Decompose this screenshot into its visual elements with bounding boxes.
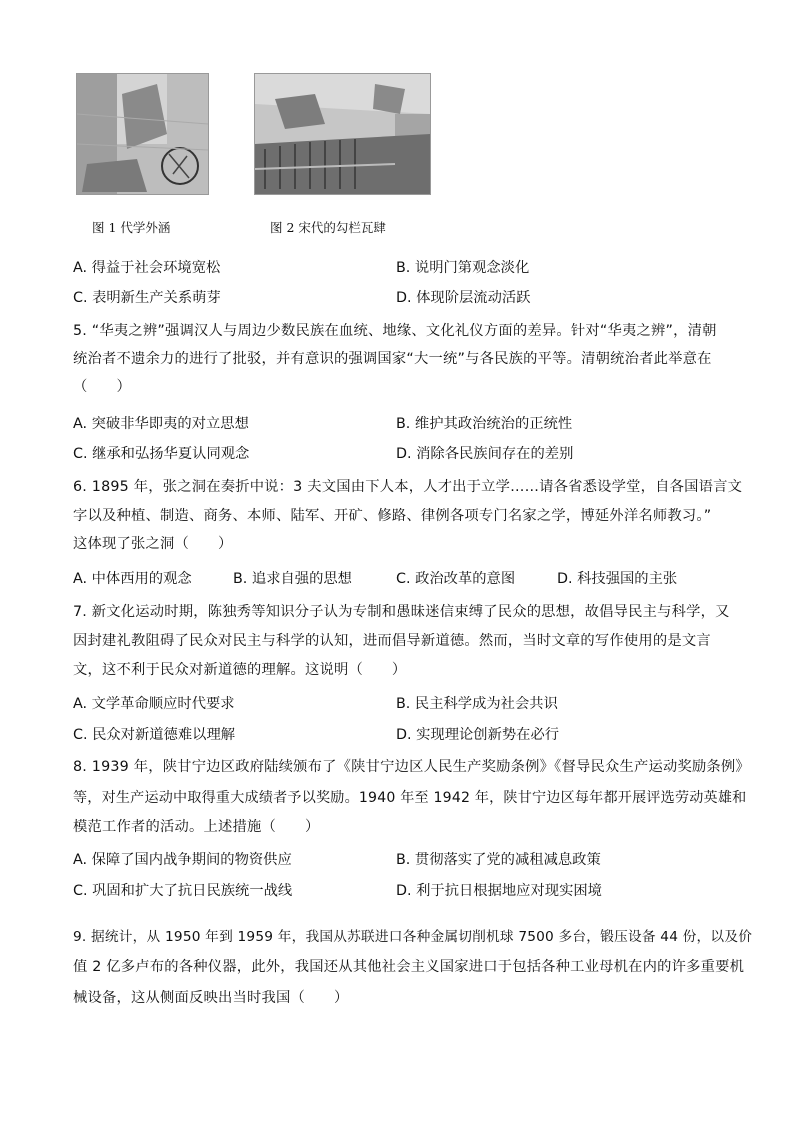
q7-option-b[interactable]: B. 民主科学成为社会共识 <box>396 696 558 712</box>
q7-stem-line-3: 文，这不利于民众对新道德的理解。这说明（ ） <box>73 662 407 678</box>
q7-stem-line-2: 因封建礼教阻碍了民众对民主与科学的认知，进而倡导新道德。然而，当时文章的写作使用的是文言 <box>73 633 711 649</box>
q8-option-a[interactable]: A. 保障了国内战争期间的物资供应 <box>73 852 292 868</box>
q5-stem-line-3: （ ） <box>73 379 131 395</box>
figure-2-image <box>254 73 431 195</box>
q5-stem-line-1: 5. “华夷之辨”强调汉人与周边少数民族在血统、地缘、文化礼仪方面的差异。针对“华夷之辨”，清朝 <box>73 323 717 339</box>
figure-2-caption: 图 2 宋代的勾栏瓦肆 <box>270 220 386 235</box>
q8-option-b[interactable]: B. 贯彻落实了党的减租减息政策 <box>396 852 601 868</box>
q5-stem-line-2: 统治者不遗余力的进行了批驳，并有意识的强调国家“大一统”与各民族的平等。清朝统治者此举意在 <box>73 351 712 367</box>
q5-option-d[interactable]: D. 消除各民族间存在的差别 <box>396 446 574 462</box>
q9-stem-line-2: 值 2 亿多卢布的各种仪器，此外，我国还从其他社会主义国家进口于包括各种工业母机在内的许多重要机 <box>73 959 745 975</box>
q9-stem-line-1: 9. 据统计，从 1950 年到 1959 年，我国从苏联进口各种金属切削机球 7500 多台，锻压设备 44 份，以及价 <box>73 929 753 945</box>
q6-option-b[interactable]: B. 追求自强的思想 <box>233 571 352 587</box>
q8-stem-line-2: 等，对生产运动中取得重大成绩者予以奖励。1940 年至 1942 年，陕甘宁边区每年都开展评选劳动英雄和 <box>73 790 747 806</box>
q7-option-c[interactable]: C. 民众对新道德难以理解 <box>73 727 236 743</box>
q7-option-a[interactable]: A. 文学革命顺应时代要求 <box>73 696 235 712</box>
q5-option-c[interactable]: C. 继承和弘扬华夏认同观念 <box>73 446 250 462</box>
q4-option-d[interactable]: D. 体现阶层流动活跃 <box>396 290 531 306</box>
q4-option-b[interactable]: B. 说明门第观念淡化 <box>396 260 530 276</box>
figure-1-image <box>76 73 209 195</box>
q9-stem-line-3: 械设备，这从侧面反映出当时我国（ ） <box>73 990 349 1006</box>
q5-option-b[interactable]: B. 维护其政治统治的正统性 <box>396 416 573 432</box>
q6-stem-line-1: 6. 1895 年，张之洞在奏折中说：3 夫文国由下人本，人才出于立学……请各省悉设学堂，自各国语言文 <box>73 479 743 495</box>
q6-stem-line-3: 这体现了张之洞（ ） <box>73 536 233 552</box>
q7-option-d[interactable]: D. 实现理论创新势在必行 <box>396 727 560 743</box>
figure-1-caption: 图 1 代学外涵 <box>92 220 171 235</box>
q4-option-a[interactable]: A. 得益于社会环境宽松 <box>73 260 221 276</box>
q6-option-d[interactable]: D. 科技强国的主张 <box>557 571 678 587</box>
q6-option-c[interactable]: C. 政治改革的意图 <box>396 571 516 587</box>
q6-option-a[interactable]: A. 中体西用的观念 <box>73 571 192 587</box>
q8-stem-line-1: 8. 1939 年，陕甘宁边区政府陆续颁布了《陕甘宁边区人民生产奖励条例》《督导民众生产运动奖励条例》 <box>73 759 750 775</box>
q7-stem-line-1: 7. 新文化运动时期，陈独秀等知识分子认为专制和愚昧迷信束缚了民众的思想，故倡导民主与科学，又 <box>73 604 730 620</box>
q8-option-d[interactable]: D. 利于抗日根据地应对现实困境 <box>396 883 602 899</box>
q8-stem-line-3: 模范工作者的活动。上述措施（ ） <box>73 819 320 835</box>
q5-option-a[interactable]: A. 突破非华即夷的对立思想 <box>73 416 249 432</box>
q8-option-c[interactable]: C. 巩固和扩大了抗日民族统一战线 <box>73 883 293 899</box>
q6-stem-line-2: 字以及种植、制造、商务、本师、陆军、开矿、修路、律例各项专门名家之学，博延外洋名师教习。” <box>73 508 712 524</box>
q4-option-c[interactable]: C. 表明新生产关系萌芽 <box>73 290 221 306</box>
